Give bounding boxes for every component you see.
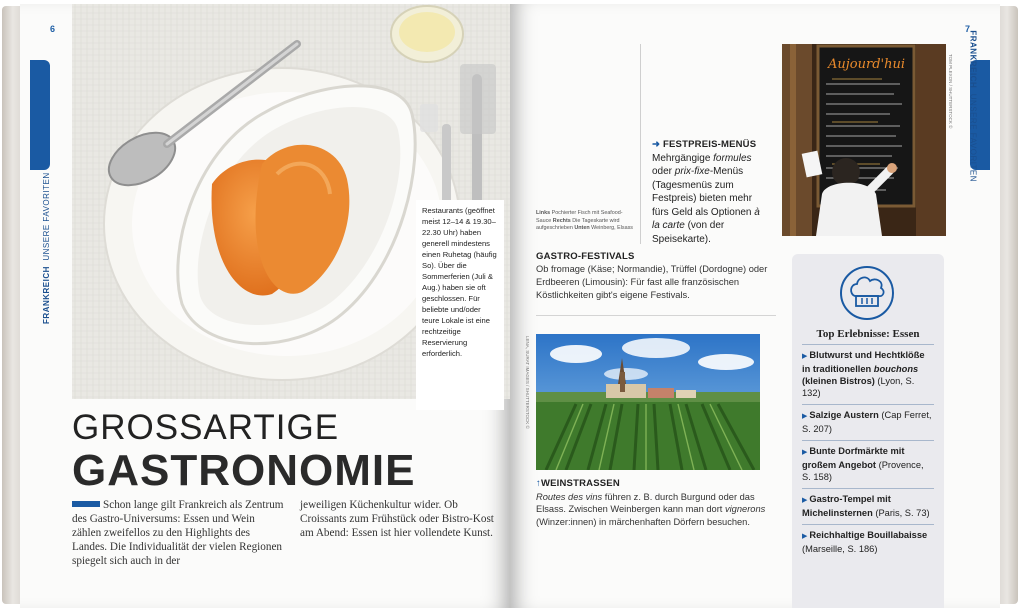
bullet-triangle-icon: ▶ [802, 413, 808, 420]
opening-hours-caption: Restaurants (geöffnet meist 12–14 & 19.30–22.30 Uhr) haben generell mindestens einen Ruhetag (häufig So). Über die Sommerferien (Juli & Aug.) haben sie oft geschlossen. Für beliebte und/oder teure Lokale ist eine rechtzeitige Reservierung erforderlich. [416, 200, 504, 410]
list-item [802, 488, 934, 524]
top-experiences-title: Top Erlebnisse: Essen [816, 328, 920, 340]
top-experiences-box [792, 254, 944, 608]
bullet-triangle-icon: ▶ [802, 497, 808, 504]
side-label-section: UNSERE FAVORITEN [42, 172, 51, 261]
festpreis-text-3: oder [652, 166, 675, 177]
side-label-section: UNSERE FAVORITEN [969, 93, 978, 182]
list-item [802, 440, 934, 488]
list-item-bold1: Gastro-Tempel mit Michelinsternen [802, 494, 891, 518]
chalkboard-menu-photo [782, 44, 946, 236]
chapter-tab-left [30, 60, 50, 170]
top-experiences-list [802, 344, 934, 560]
right-page [510, 4, 1000, 608]
chef-hat-icon [838, 264, 896, 322]
weinstrassen-text-2: führen z. B. durch Burgund oder das Elsass. Zwischen Weinbergen kann man dort [536, 491, 755, 514]
festpreis-text-4: prix-fixe [674, 166, 710, 177]
list-item-bold1: Bunte Dorfmärkte mit großem Angebot [802, 446, 905, 470]
chalkboard-illustration [782, 44, 946, 236]
festpreis-section [652, 138, 770, 246]
bullet-triangle-icon: ▶ [802, 353, 808, 360]
vineyard-illustration [536, 334, 760, 470]
list-item-normal: (Provence, S. 158) [802, 460, 924, 482]
bullet-triangle-icon: ▶ [802, 449, 808, 456]
weinstrassen-heading-row [536, 478, 766, 491]
list-item-normal: (Marseille, S. 186) [802, 544, 878, 554]
photo-caption [536, 210, 636, 233]
caption-unten-text: Weinberg, Elsass [591, 225, 634, 231]
section-divider [536, 315, 776, 316]
gastro-festivals-text: Ob fromage (Käse; Normandie), Trüffel (Dordogne) oder Erdbeeren (Limousin): Für fast alle französischen Köstlichkeiten gibt's eigene Festivals. [536, 264, 768, 300]
list-item-italic: bouchons [873, 364, 919, 374]
intro-accent-bar [72, 501, 100, 507]
side-label-left [42, 172, 51, 324]
weinstrassen-text-3: vignerons [724, 504, 766, 514]
weinstrassen-text-4: (Winzer:innen) in märchenhaften Dörfern besuchen. [536, 516, 750, 527]
list-item [802, 344, 934, 404]
side-label-region: FRANKREICH [969, 30, 978, 89]
arrow-up-icon: ↑ [536, 478, 541, 489]
list-item-bold1: Reichhaltige Bouillabaisse [809, 530, 928, 540]
festpreis-text-7: (von der Speisekarte). [652, 220, 725, 245]
list-item-bold1: Blutwurst und Hechtklöße in traditionellen [802, 350, 925, 374]
festpreis-text-2: formules [713, 152, 752, 164]
festpreis-text-6: à la carte [652, 206, 760, 231]
intro-column-1 [72, 498, 284, 568]
weinstrassen-section [536, 478, 766, 528]
festpreis-text-1: Mehrgängige [652, 152, 714, 164]
caption-unten-label: Unten [574, 225, 590, 231]
festpreis-heading-row [652, 138, 770, 152]
festpreis-text [652, 152, 770, 247]
side-label-region: FRANKREICH [42, 266, 51, 324]
page-number-right: 7 [964, 24, 970, 34]
bullet-triangle-icon: ▶ [802, 533, 808, 540]
caption-rechts-label: Rechts [552, 217, 571, 224]
weinstrassen-text [536, 491, 766, 529]
gastro-festivals-heading: GASTRO-FESTIVALS [536, 251, 635, 262]
left-page [20, 4, 510, 608]
list-item [802, 524, 934, 560]
photo-credit-vineyard: LENA, SURAT IMAGES / SHUTTERSTOCK © [525, 336, 530, 429]
arrow-right-icon: ➜ [652, 139, 661, 150]
list-item-bold1: Salzige Austern [809, 410, 879, 420]
column-divider [640, 44, 641, 244]
headline-line-1: GROSSARTIGE [72, 408, 340, 447]
vineyard-photo [536, 334, 760, 470]
list-item-normal: (Cap Ferret, S. 207) [802, 410, 932, 434]
list-item-bold2: (kleinen Bistros) [802, 376, 875, 386]
list-item [802, 404, 934, 440]
caption-links-label: Links [536, 210, 551, 216]
chalkboard-title: Aujourd'hui [828, 57, 906, 72]
gastro-festivals-section [536, 250, 776, 302]
weinstrassen-heading: WEINSTRASSEN [540, 478, 620, 489]
weinstrassen-text-1: Routes des vins [536, 491, 603, 502]
page-number-left: 6 [50, 24, 56, 34]
photo-credit-top: TOM PLEXON / SHUTTERSTOCK © [948, 54, 953, 129]
side-label-right [969, 30, 978, 182]
list-item-normal: (Lyon, S. 132) [802, 376, 915, 398]
list-item-normal: (Paris, S. 73) [872, 508, 930, 518]
intro-column-2: jeweiligen Küchenkultur wider. Ob Croissants zum Frühstück oder Bistro-Kost am Abend: Essen ist hier vollendete Kunst. [300, 499, 494, 539]
caption-rechts-text: Die Tageskarte wird aufgeschrieben [536, 217, 620, 231]
headline-line-2: GASTRONOMIE [72, 446, 416, 495]
festpreis-text-5: -Menüs (Tagesmenüs zum Festpreis) bieten mehr fürs Geld als Optionen [652, 166, 755, 218]
festpreis-heading: FESTPREIS-MENÜS [663, 139, 757, 150]
caption-links-text: Pochierter Fisch mit Seafood-Sauce [536, 210, 623, 224]
intro-text-1: Schon lange gilt Frankreich als Zentrum des Gastro-Universums: Essen und Wein zählen zweifellos zu den Highlights des Landes. Die Individualität der vielen Regionen spiegelt sich auch in der [72, 499, 284, 567]
